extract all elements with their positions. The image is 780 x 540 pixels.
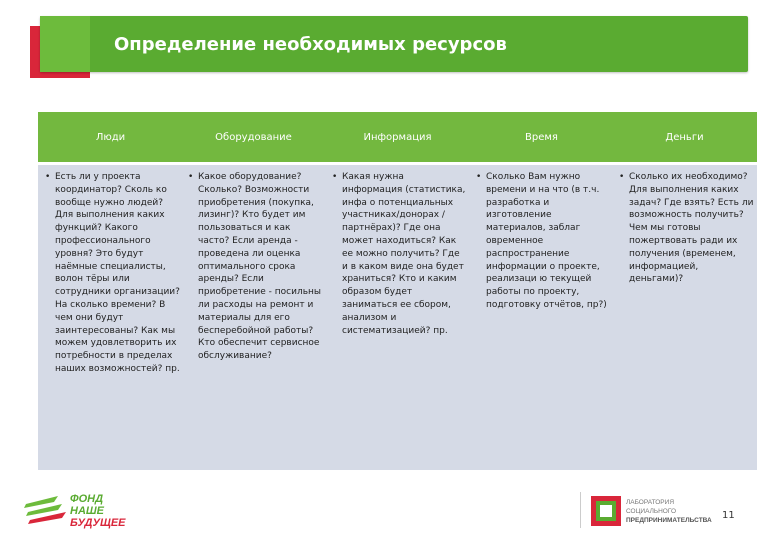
column-heading: Люди bbox=[38, 112, 183, 162]
logo-right-line3: ПРЕДПРИНИМАТЕЛЬСТВА bbox=[626, 517, 712, 524]
column-body bbox=[469, 165, 614, 470]
column-equipment bbox=[181, 112, 326, 470]
logo-left-line1: ФОНД bbox=[70, 493, 104, 505]
column-heading: Информация bbox=[325, 112, 470, 162]
footer-divider bbox=[580, 492, 581, 528]
logo-right-line1: ЛАБОРАТОРИЯ bbox=[626, 499, 675, 506]
column-heading: Деньги bbox=[612, 112, 757, 162]
column-text: • Какая нужна информация (статистика, инфа о потенциальных участниках/донорах /партнёрах)? Где она может находиться? Как ее можно получить? Где и в каком виде она будет храниться? Кто и каким образом будет заниматься ее сбором, анализом и систематизацией? пр. bbox=[329, 171, 467, 337]
column-body bbox=[325, 165, 470, 470]
column-heading: Время bbox=[469, 112, 614, 162]
column-information bbox=[325, 112, 470, 470]
column-people bbox=[38, 112, 183, 470]
column-text: • Есть ли у проекта координатор? Сколь ко вообще нужно людей? Для выполнения каких функций? Какого профессионального уровня? Это будут наёмные специалисты, волон тёры или сотрудники организации? На сколько времени? В чем они будут заинтересованы? Как мы можем удовлетворить их потребности в пределах наших возможностей? пр. bbox=[42, 171, 180, 376]
column-money bbox=[612, 112, 757, 470]
fond-nashe-budushchee-logo bbox=[24, 490, 154, 530]
header-square bbox=[40, 16, 90, 72]
column-text: • Сколько их необходимо? Для выполнения каких задач? Где взять? Есть ли возможность получить? Чем мы готовы пожертвовать ради их получения (временем, информацией, деньгами)? bbox=[616, 171, 754, 286]
column-heading: Оборудование bbox=[181, 112, 326, 162]
social-entrepreneurship-lab-logo bbox=[590, 494, 720, 530]
column-text: • Сколько Вам нужно времени и на что (в т.ч. разработка и изготовление материалов, заблаг овременное распространение информации о проекте, реализаци ю текущей работы по проекту, подготовку отчётов, пр?) bbox=[473, 171, 611, 312]
column-text: • Какое оборудование? Сколько? Возможности приобретения (покупка, лизинг)? Кто будет им пользоваться и как часто? Если аренда - проведена ли оценка оптимального срока аренды? Если приобретение - посильны ли расходы на ремонт и материалы для его бесперебойной работы? Кто обеспечит сервисное обслуживание? bbox=[185, 171, 323, 363]
page-number: 11 bbox=[722, 510, 735, 521]
column-time bbox=[469, 112, 614, 470]
column-body bbox=[38, 165, 183, 470]
logo-left-line2: НАШЕ bbox=[70, 505, 104, 517]
logo-right-line2: СОЦИАЛЬНОГО bbox=[626, 508, 677, 515]
page-title: Определение необходимых ресурсов bbox=[114, 34, 507, 55]
logo-left-line3: БУДУЩЕЕ bbox=[70, 517, 126, 529]
column-body bbox=[612, 165, 757, 470]
column-body bbox=[181, 165, 326, 470]
